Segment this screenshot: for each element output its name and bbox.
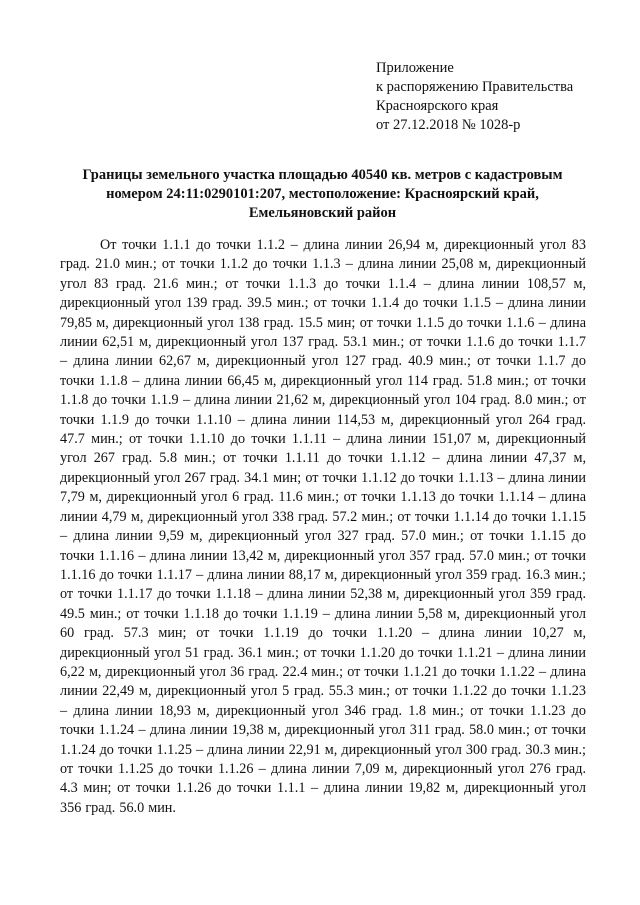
title-line-2: номером 24:11:0290101:207, местоположение: Красноярский край, — [106, 186, 539, 202]
boundary-description-paragraph: От точки 1.1.1 до точки 1.1.2 – длина линии 26,94 м, дирекционный угол 83 град. 21.0 мин.; от точки 1.1.2 до точки 1.1.3 – длина линии 25,08 м, дирекционный угол 83 град. 21.6 мин.; от точки 1.1.3 до точки 1.1.4 – длина линии 108,57 м, дирекционный угол 139 град. 39.5 мин.; от точки 1.1.4 до точки 1.1.5 – длина линии 79,85 м, дирекционный угол 138 град. 15.5 мин; от точки 1.1.5 до точки 1.1.6 – длина линии 62,51 м, дирекционный угол 137 град. 53.1 мин.; от точки 1.1.6 до точки 1.1.7 – длина линии 62,67 м, дирекционный угол 127 град. 40.9 мин.; от точки 1.1.7 до точки 1.1.8 – длина линии 66,45 м, дирекционный угол 114 град. 51.8 мин.; от точки 1.1.8 до точки 1.1.9 – длина линии 21,62 м, дирекционный угол 104 град. 8.0 мин.; от точки 1.1.9 до точки 1.1.10 – длина линии 114,53 м, дирекционный угол 264 град. 47.7 мин.; от точки 1.1.10 до точки 1.1.11 – длина линии 151,07 м, дирекционный угол 267 град. 5.8 мин.; от точки 1.1.11 до точки 1.1.12 – длина линии 47,37 м, дирекционный угол 267 град. 34.1 мин; от точки 1.1.12 до точки 1.1.13 – длина линии 7,79 м, дирекционный угол 6 град. 11.6 мин.; от точки 1.1.13 до точки 1.1.14 – длина линии 4,79 м, дирекционный угол 338 град. 57.2 мин.; от точки 1.1.14 до точки 1.1.15 – длина линии 9,59 м, дирекционный угол 327 град. 57.0 мин.; от точки 1.1.15 до точки 1.1.16 – длина линии 13,42 м, дирекционный угол 357 град. 57.0 мин.; от точки 1.1.16 до точки 1.1.17 – длина линии 88,17 м, дирекционный угол 359 град. 16.3 мин.; от точки 1.1.17 до точки 1.1.18 – длина линии 52,38 м, дирекционный угол 359 град. 49.5 мин.; от точки 1.1.18 до точки 1.1.19 – длина линии 5,58 м, дирекционный угол 60 град. 57.3 мин; от точки 1.1.19 до точки 1.1.20 – длина линии 10,27 м, дирекционный угол 51 град. 36.1 мин.; от точки 1.1.20 до точки 1.1.21 – длина линии 6,22 м, дирекционный угол 36 град. 22.4 мин.; от точки 1.1.21 до точки 1.1.22 – длина линии 22,49 м, дирекционный угол 5 град. 55.3 мин.; от точки 1.1.22 до точки 1.1.23 – длина линии 18,93 м, дирекционный угол 346 град. 1.8 мин.; от точки 1.1.23 до точки 1.1.24 – длина линии 19,38 м, дирекционный угол 311 град. 58.0 мин.; от точки 1.1.24 до точки 1.1.25 – длина линии 22,91 м, дирекционный угол 300 град. 30.3 мин.; от точки 1.1.25 до точки 1.1.26 – длина линии 7,09 м, дирекционный угол 276 град. 4.3 мин; от точки 1.1.26 до точки 1.1.1 – длина линии 19,82 м, дирекционный угол 356 град. 56.0 мин. — [60, 237, 586, 816]
document-title — [60, 166, 585, 223]
title-line-3: Емельяновский район — [248, 205, 397, 221]
appendix-order-line: к распоряжению Правительства — [376, 79, 574, 95]
appendix-date-number: от 27.12.2018 № 1028-р — [376, 117, 521, 133]
appendix-region-line: Красноярского края — [376, 98, 499, 114]
appendix-block — [376, 59, 626, 135]
title-line-1: Границы земельного участка площадью 40540 кв. метров с кадастровым — [82, 167, 563, 183]
appendix-label: Приложение — [376, 60, 454, 76]
